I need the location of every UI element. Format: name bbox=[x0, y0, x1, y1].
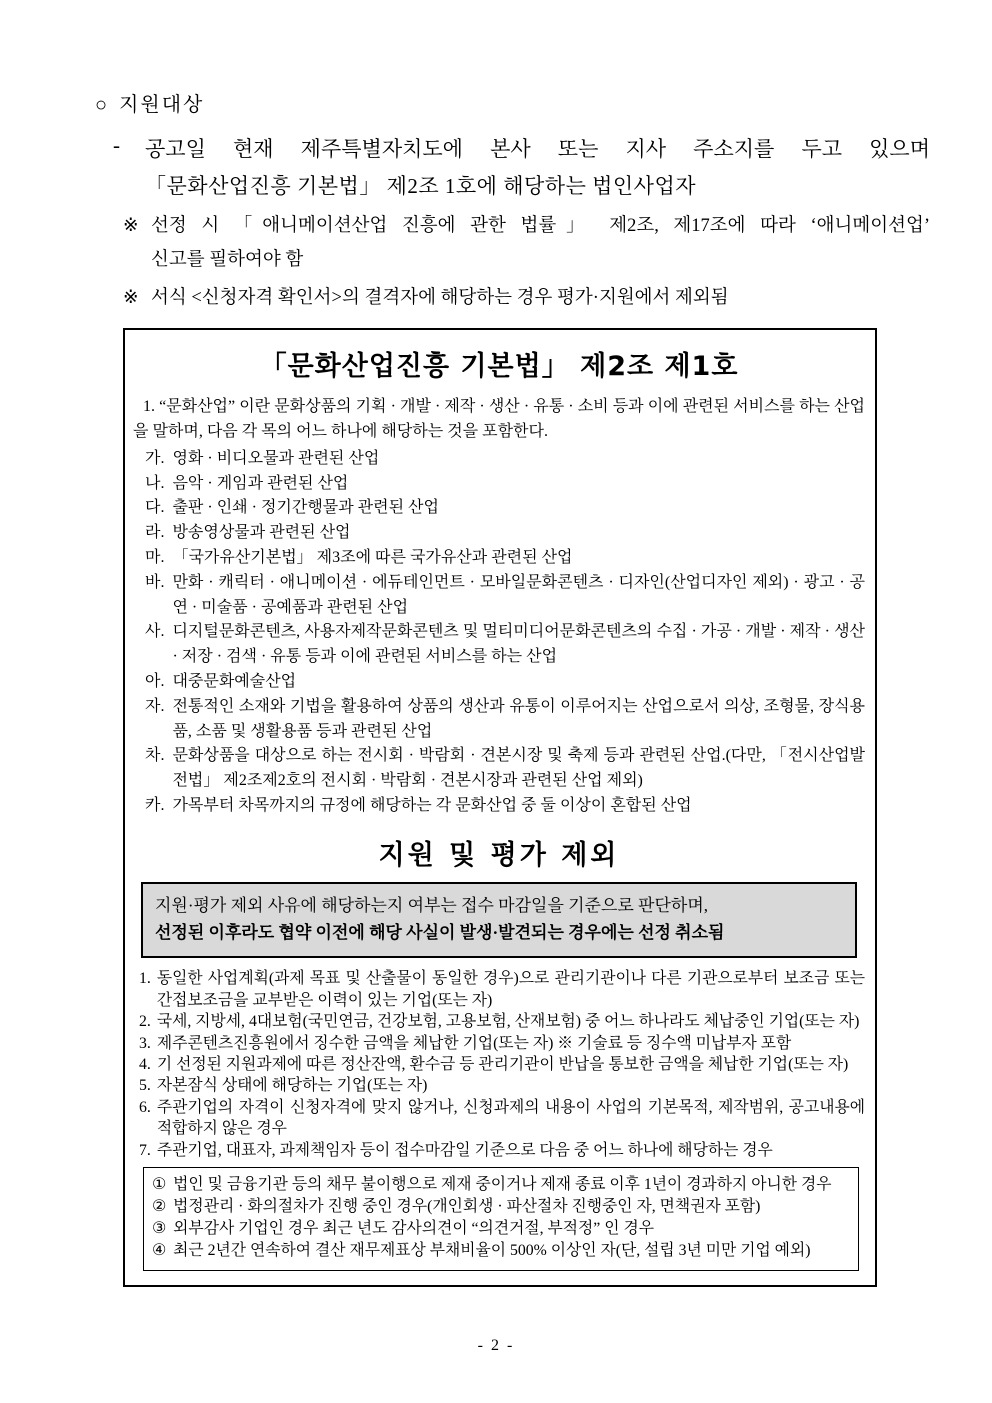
exclusion-item bbox=[139, 1054, 865, 1075]
law-item-list bbox=[145, 447, 865, 819]
item-text: 「국가유산기본법」 제3조에 따른 국가유산과 관련된 산업 bbox=[172, 548, 573, 566]
dash-bullet: - bbox=[113, 133, 120, 157]
circled-number: ① bbox=[152, 1176, 167, 1194]
disqualification-sub-box bbox=[143, 1167, 859, 1270]
item-text: 주관기업, 대표자, 과제책임자 등이 접수마감일 기준으로 다음 중 어느 하나에 해당하는 경우 bbox=[156, 1141, 773, 1159]
note1-line2: 신고를 필하여야 함 bbox=[151, 249, 304, 270]
item-label: 나. bbox=[145, 474, 165, 492]
item-label: 라. bbox=[145, 524, 165, 542]
note1-text bbox=[151, 212, 930, 274]
item-number: 1. bbox=[139, 970, 151, 988]
notice-line2: 선정된 이후라도 협약 이전에 해당 사실이 발생·발견되는 경우에는 선정 취소됨 bbox=[155, 922, 725, 942]
list-item bbox=[145, 521, 865, 546]
list-item bbox=[145, 546, 865, 571]
exclusion-item bbox=[139, 1011, 865, 1032]
note2-text: 서식 <신청자격 확인서>의 결격자에 해당하는 경우 평가·지원에서 제외됨 bbox=[151, 287, 729, 308]
exclusion-item bbox=[139, 1097, 865, 1140]
exclusion-notice-box bbox=[141, 882, 857, 958]
item-text: 영화 · 비디오물과 관련된 산업 bbox=[172, 449, 380, 467]
sub-item bbox=[152, 1218, 850, 1240]
item-text: 주관기업의 자격이 신청자격에 맞지 않거나, 신청과제의 내용이 사업의 기본목적, 제작범위, 공고내용에 적합하지 않은 경우 bbox=[156, 1098, 865, 1138]
list-item bbox=[145, 571, 865, 621]
item-text: 국세, 지방세, 4대보험(국민연금, 건강보험, 고용보험, 산재보험) 중 어느 하나라도 체납중인 기업(또는 자) bbox=[156, 1013, 860, 1031]
sub-item bbox=[152, 1174, 850, 1196]
reference-mark: ※ bbox=[123, 216, 139, 237]
item-text: 문화상품을 대상으로 하는 전시회 · 박람회 · 견본시장 및 축제 등과 관련된 산업.(다만, 「전시산업발전법」 제2조제2호의 전시회 · 박람회 · 견본시장과 관련된 산업 제외) bbox=[172, 747, 865, 790]
item-number: 5. bbox=[139, 1077, 151, 1095]
law-definition-box bbox=[123, 328, 877, 1286]
item-text: 만화 · 캐릭터 · 애니메이션 · 에듀테인먼트 · 모바일문화콘텐츠 · 디자인(산업디자인 제외) · 광고 · 공연 · 미술품 · 공예품과 관련된 산업 bbox=[172, 573, 865, 616]
eligibility-line2: 「문화산업진흥 기본법」 제2조 1호에 해당하는 법인사업자 bbox=[145, 173, 697, 198]
item-text: 동일한 사업계획(과제 목표 및 산출물이 동일한 경우)으로 관리기관이나 다른 기관으로부터 보조금 또는 간접보조금을 교부받은 이력이 있는 기업(또는 자) bbox=[156, 970, 865, 1009]
item-text: 최근 2년간 연속하여 결산 재무제표상 부채비율이 500% 이상인 자(단, 설립 3년 미만 기업 예외) bbox=[173, 1241, 811, 1259]
item-text: 출판 · 인쇄 · 정기간행물과 관련된 산업 bbox=[172, 499, 439, 517]
item-number: 7. bbox=[139, 1141, 151, 1159]
support-target-heading bbox=[95, 88, 930, 117]
exclusion-item-list bbox=[139, 968, 865, 1161]
list-item bbox=[145, 744, 865, 794]
reference-mark: ※ bbox=[123, 287, 139, 308]
item-text: 전통적인 소재와 기법을 활용하여 상품의 생산과 유통이 이루어지는 산업으로서 의상, 조형물, 장식용품, 소품 및 생활용품 등과 관련된 산업 bbox=[172, 697, 865, 740]
item-text: 방송영상물과 관련된 산업 bbox=[172, 524, 351, 542]
list-item bbox=[145, 794, 865, 819]
item-number: 2. bbox=[139, 1013, 151, 1031]
item-number: 6. bbox=[139, 1098, 151, 1116]
notice-line1: 지원·평가 제외 사유에 해당하는지 여부는 접수 마감일을 기준으로 판단하며, bbox=[155, 895, 708, 915]
list-item bbox=[145, 496, 865, 521]
law-box-title: 「문화산업진흥 기본법」 제2조 제1호 bbox=[259, 351, 739, 383]
item-text: 제주콘텐츠진흥원에서 징수한 금액을 체납한 기업(또는 자) ※ 기술료 등 징수액 미납부자 포함 bbox=[156, 1034, 792, 1052]
item-text: 법정관리 · 화의절차가 진행 중인 경우(개인회생 · 파산절차 진행중인 자, 면책권자 포함) bbox=[173, 1198, 761, 1216]
item-text: 법인 및 금융기관 등의 채무 불이행으로 제재 중이거나 제재 종료 이후 1년이 경과하지 아니한 경우 bbox=[173, 1176, 832, 1194]
list-item bbox=[145, 620, 865, 670]
item-label: 자. bbox=[145, 697, 165, 715]
item-label: 가. bbox=[145, 449, 165, 467]
item-text: 자본잠식 상태에 해당하는 기업(또는 자) bbox=[156, 1077, 428, 1095]
circle-bullet: ○ bbox=[95, 94, 110, 116]
item-text: 가목부터 차목까지의 규정에 해당하는 각 문화산업 중 둘 이상이 혼합된 산업 bbox=[172, 796, 692, 814]
item-label: 마. bbox=[145, 548, 165, 566]
sub-item bbox=[152, 1240, 850, 1262]
support-target-label: 지원대상 bbox=[119, 94, 205, 116]
item-label: 아. bbox=[145, 672, 165, 690]
sub-item bbox=[152, 1196, 850, 1218]
law-intro-paragraph: 1. “문화산업” 이란 문화상품의 기획 · 개발 · 제작 · 생산 · 유통 · 소비 등과 이에 관련된 서비스를 하는 산업을 말하며, 다음 각 목의 어느 하나에 해당하는 것을 포함한다. bbox=[133, 398, 865, 440]
item-label: 차. bbox=[145, 747, 165, 765]
note-animation-registration bbox=[123, 212, 930, 274]
item-label: 다. bbox=[145, 499, 165, 517]
eligibility-text bbox=[145, 133, 930, 203]
circled-number: ④ bbox=[152, 1241, 167, 1259]
exclusion-item bbox=[139, 1075, 865, 1096]
circled-number: ② bbox=[152, 1198, 167, 1216]
circled-number: ③ bbox=[152, 1219, 167, 1237]
item-number: 3. bbox=[139, 1034, 151, 1052]
item-text: 기 선정된 지원과제에 따른 정산잔액, 환수금 등 관리기관이 반납을 통보한 금액을 체납한 기업(또는 자) bbox=[156, 1056, 849, 1073]
item-text: 음악 · 게임과 관련된 산업 bbox=[172, 474, 349, 492]
note1-line1: 선정 시 「애니메이션산업 진흥에 관한 법률」 제2조, 제17조에 따라 ‘애니메이션업’ bbox=[151, 216, 930, 237]
list-item bbox=[145, 447, 865, 472]
item-label: 바. bbox=[145, 573, 165, 591]
page-number: - 2 - bbox=[477, 1337, 515, 1354]
exclusion-item bbox=[139, 1140, 865, 1161]
eligibility-item bbox=[113, 133, 930, 203]
item-text: 외부감사 기업인 경우 최근 년도 감사의견이 “의견거절, 부적정” 인 경우 bbox=[173, 1219, 654, 1237]
item-text: 디지털문화콘텐츠, 사용자제작문화콘텐츠 및 멀티미디어문화콘텐츠의 수집 · 가공 · 개발 · 제작 · 생산 · 저장 · 검색 · 유통 등과 이에 관련된 서비스를 하는 산업 bbox=[172, 623, 865, 666]
list-item bbox=[145, 472, 865, 497]
item-label: 카. bbox=[145, 796, 165, 814]
item-label: 사. bbox=[145, 623, 165, 641]
list-item bbox=[145, 670, 865, 695]
eligibility-line1: 공고일 현재 제주특별자치도에 본사 또는 지사 주소지를 두고 있으며 bbox=[145, 137, 930, 161]
exclusion-title: 지원 및 평가 제외 bbox=[378, 839, 620, 871]
note-disqualification bbox=[123, 284, 930, 313]
exclusion-item bbox=[139, 968, 865, 1011]
list-item bbox=[145, 695, 865, 745]
item-text: 대중문화예술산업 bbox=[172, 672, 297, 690]
exclusion-item bbox=[139, 1033, 865, 1054]
item-number: 4. bbox=[139, 1056, 151, 1073]
